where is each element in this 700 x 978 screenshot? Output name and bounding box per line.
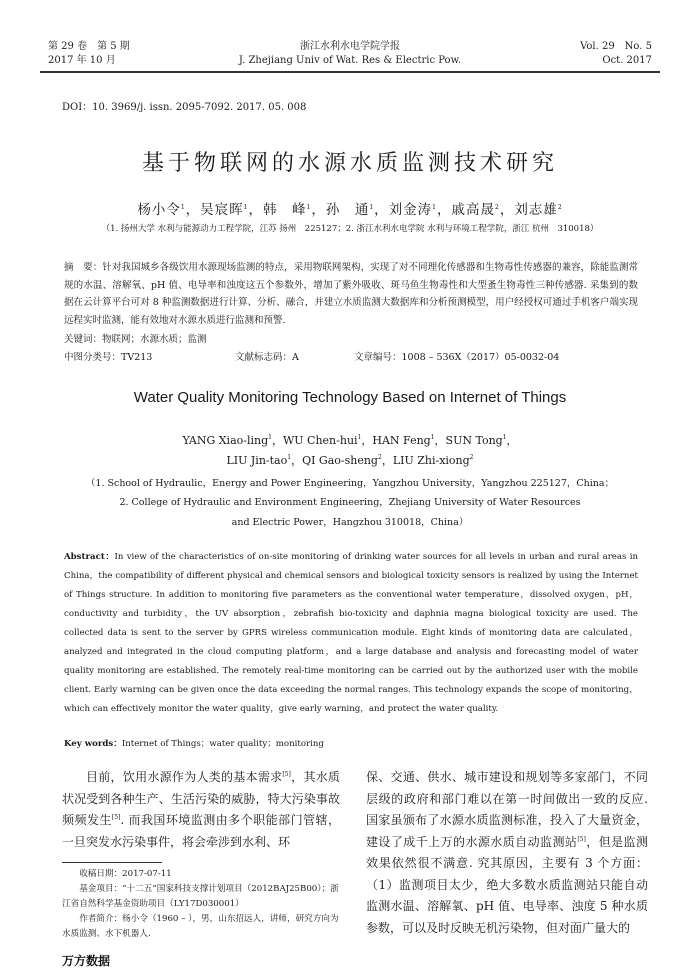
doi: DOI：10. 3969/j. issn. 2095-7092. 2017. 05. 008 bbox=[62, 102, 307, 113]
abstract-en-text: In view of the characteristics of on-site monitoring of drinking water sources for all levels in urban and rural areas in China，the compatibility of different physical and chemical sensors and biological toxicity sensors is realized by using the Internet of Things structure. In addition to monitoring five parameters as the conventional water temperature，dissolved oxygen，pH，conductivity and turbidity，the UV absorption，zebrafish bio-toxicity and daphnia magna biological toxicity are used. The collected data is sent to the server by GPRS wireless communication module. Eight kinds of monitoring data are calculated，analyzed and integrated in the cloud computing platform，and a large database and analysis and forecasting model of water quality monitoring are established. The remotely real-time monitoring can be carried out by the authorized user with the mobile client. Early warning can be given once the data exceeding the normal ranges. This technology expands the scope of monitoring，which can effectively monitor the water quality，give early warning，and protect the water quality. bbox=[64, 552, 638, 714]
watermark: 万方数据 bbox=[62, 954, 111, 968]
volume-issue-cn: 第 29 卷 第 5 期 bbox=[48, 41, 130, 52]
abstract-cn-label: 摘 要： bbox=[64, 262, 103, 273]
journal-name-cn: 浙江水利水电学院学报 bbox=[300, 41, 400, 52]
class-number: 中图分类号：TV213 bbox=[64, 352, 153, 363]
author-cn: 韩 峰 bbox=[263, 202, 307, 218]
author-en: QI Gao-sheng bbox=[302, 454, 378, 467]
date-en: Oct. 2017 bbox=[602, 55, 652, 66]
article-number: 文章编号：1008 – 536X（2017）05-0032-04 bbox=[354, 352, 560, 363]
author-cn: 戚高晟 bbox=[451, 202, 495, 218]
author-en: LIU Zhi-xiong bbox=[392, 454, 470, 467]
body-left-column: 目前，饮用水源作为人类的基本需求[5]，其水质状况受到各种生产、生活污染的威胁，特大污染事故频频发生[5]. 而我国环境监测由多个职能部门管辖，一旦突发水污染事件，将会牵涉到水利、环 bbox=[62, 770, 340, 849]
footnote-funding: 基金项目：“十二五”国家科技支撑计划项目（2012BAJ25B00）；浙江省自然科学基金资助项目（LY17D030001） bbox=[62, 884, 339, 909]
author-cn: 刘金涛 bbox=[388, 202, 433, 218]
author-en: HAN Feng bbox=[372, 434, 431, 447]
affiliation-en-1: （1. School of Hydraulic，Energy and Power Engineering，Yangzhou University，Yangzhou 225127，China； bbox=[85, 478, 615, 489]
keywords-cn: 关键词：物联网；水源水质；监测 bbox=[64, 334, 207, 345]
volume-issue-en: Vol. 29 No. 5 bbox=[580, 41, 652, 52]
title-cn: 基于物联网的水源水质监测技术研究 bbox=[141, 151, 558, 176]
citation: [5] bbox=[282, 771, 291, 778]
header-right bbox=[542, 40, 652, 68]
keywords-en-label: Key words： bbox=[64, 739, 122, 749]
body-right-column: 保、交通、供水、城市建设和规划等多家部门，不同层级的政府和部门难以在第一时间做出一致的反应. 国家虽颁布了水源水质监测标准，投入了大量资金，建设了成千上万的水源水质自动监测站[5]，但是监测效果依然很不满意. 究其原因，主要有 3 个方面：（1）监测项目太少，绝大多数水质监测站只能自动监测水温、溶解氧、pH 值、电导率、浊度 5 种水质参数，可以及时反映无机污染物，但对面广量大的 bbox=[366, 770, 648, 935]
date-cn: 2017 年 10 月 bbox=[48, 55, 116, 66]
authors-en-line2: LIU Jin-tao$^1$，QI Gao-sheng$^2$，LIU Zhi-xiong$^2$ bbox=[226, 454, 474, 467]
affiliation-en-2: 2. College of Hydraulic and Environment Engineering，Zhejiang University of Water Resources bbox=[119, 497, 581, 508]
keywords-en bbox=[64, 737, 324, 749]
author-en: LIU Jin-tao bbox=[226, 454, 288, 467]
authors-en-line1: YANG Xiao-ling$^1$，WU Chen-hui$^1$，HAN Feng$^1$，SUN Tong$^1$， bbox=[182, 434, 518, 447]
citation: [5] bbox=[111, 814, 121, 821]
affiliation-cn: （1. 扬州大学 水利与能源动力工程学院，江苏 扬州 225127；2. 浙江水利水电学院 水利与环境工程学院，浙江 杭州 310018） bbox=[101, 224, 599, 234]
abstract-cn bbox=[64, 259, 638, 329]
header-center bbox=[180, 40, 520, 68]
author-cn: 杨小令 bbox=[137, 202, 181, 218]
keywords-en-text: Internet of Things；water quality；monitoring bbox=[121, 739, 324, 749]
header-divider bbox=[40, 71, 660, 73]
footnote-divider bbox=[62, 862, 162, 863]
footnote-author-bio: 作者简介：杨小令（1960 – ），男，山东招远人，讲师，研究方向为水质监测、水下机器人. bbox=[62, 914, 339, 939]
footnote-received: 收稿日期：2017-07-11 bbox=[79, 869, 172, 879]
author-en: WU Chen-hui bbox=[282, 434, 358, 447]
citation: [5] bbox=[577, 835, 586, 843]
document-code: 文献标志码：A bbox=[235, 352, 299, 363]
author-en: YANG Xiao-ling bbox=[182, 434, 269, 447]
author-cn: 孙 通 bbox=[325, 202, 370, 218]
abstract-cn-text: 针对我国城乡各级饮用水源现场监测的特点，采用物联网架构，实现了对不同理化传感器和生物毒性传感器的兼容，除能监测常规的水温、溶解氧、pH 值、电导率和浊度这五个参数外，增加了紫外吸收、斑马鱼生物毒性和大型蚤生物毒性三种传感器. 采集到的数据在云计算平台可对 8 种监测数据进行计算、分析、融合，并建立水质监测大数据库和分析预测模型，用户经授权可通过手机客户端实现远程实时监测，能有效地对水源水质进行监测和预警. bbox=[64, 262, 638, 326]
author-cn: 刘志雄 bbox=[514, 202, 558, 218]
journal-name-en: J. Zhejiang Univ of Wat. Res & Electric Pow. bbox=[238, 55, 462, 66]
affiliation-en-3: and Electric Power，Hangzhou 310018，China） bbox=[231, 517, 469, 528]
abstract-en-label: Abstract： bbox=[64, 552, 115, 562]
title-en: Water Quality Monitoring Technology Based on Internet of Things bbox=[133, 389, 567, 406]
author-cn: 吴宸晖 bbox=[200, 202, 244, 218]
header-left bbox=[48, 40, 158, 68]
authors-cn: 杨小令$^1$，吴宸晖$^1$，韩 峰$^1$，孙 通$^1$，刘金涛$^1$，戚高晟$^2$，刘志雄$^2$ bbox=[137, 202, 563, 218]
author-en: SUN Tong bbox=[445, 434, 503, 447]
abstract-en bbox=[64, 548, 638, 719]
